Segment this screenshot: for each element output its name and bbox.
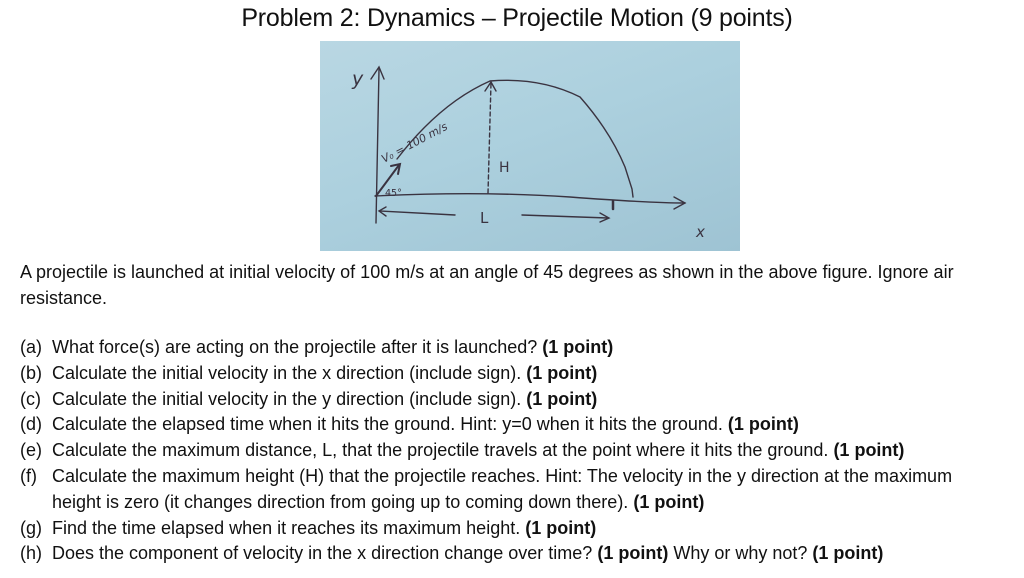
question-points: (1 point) bbox=[526, 388, 598, 409]
question-e bbox=[20, 438, 1024, 464]
problem-statement bbox=[20, 259, 1024, 311]
question-points: (1 point) bbox=[542, 337, 614, 357]
length-arrow-right bbox=[522, 215, 608, 218]
question-label: (d) bbox=[20, 414, 42, 435]
question-list bbox=[20, 335, 1024, 567]
question-text: Does the component of velocity in the x direction change over time? bbox=[52, 543, 593, 564]
height-dashed-line bbox=[488, 83, 491, 193]
question-text: Find the time elapsed when it reaches its maximum height. bbox=[52, 517, 521, 538]
y-axis-label: y bbox=[352, 68, 364, 90]
question-text: Calculate the maximum distance, L, that the projectile travels at the point where it hits the ground. bbox=[52, 440, 829, 461]
question-text-followup: Why or why not? bbox=[673, 543, 808, 564]
x-axis-line bbox=[375, 194, 685, 203]
question-text: Calculate the initial velocity in the y direction (include sign). bbox=[52, 388, 522, 409]
y-axis-arrowhead-icon bbox=[371, 67, 384, 79]
question-label: (a) bbox=[20, 337, 42, 357]
x-axis-label: x bbox=[696, 223, 705, 241]
question-points: (1 point) bbox=[727, 414, 799, 435]
angle-label: 45° bbox=[385, 188, 402, 199]
trajectory-sketch bbox=[320, 41, 740, 251]
question-h bbox=[20, 541, 1024, 567]
question-g bbox=[20, 516, 1024, 542]
question-d bbox=[20, 412, 1024, 438]
question-points: (1 point) bbox=[526, 362, 598, 383]
length-label: L bbox=[480, 209, 489, 227]
question-label: (c) bbox=[20, 388, 41, 409]
question-f bbox=[20, 464, 1024, 516]
height-label: H bbox=[499, 160, 510, 176]
question-text: Calculate the elapsed time when it hits the ground. Hint: y=0 when it hits the ground. bbox=[52, 414, 723, 435]
problem-statement-line-1: A projectile is launched at initial velocity of 100 m/s at an angle of 45 degrees as shown in the above figure. Ignore air bbox=[20, 262, 954, 282]
projectile-figure bbox=[320, 41, 740, 251]
question-points: (1 point) bbox=[597, 543, 669, 564]
question-text-continued: height is zero (it changes direction from going up to coming down there). bbox=[52, 491, 629, 512]
question-label: (g) bbox=[20, 517, 42, 538]
y-axis-line bbox=[376, 69, 379, 223]
question-a bbox=[20, 335, 1024, 361]
question-b bbox=[20, 361, 1024, 387]
question-text: Calculate the initial velocity in the x direction (include sign). bbox=[52, 362, 522, 383]
question-label: (e) bbox=[20, 440, 42, 461]
velocity-label: V₀ = 100 m/s bbox=[379, 119, 450, 166]
question-points: (1 point) bbox=[525, 517, 597, 538]
question-c bbox=[20, 387, 1024, 413]
length-arrow-left bbox=[380, 211, 455, 215]
question-label: (b) bbox=[20, 362, 42, 383]
question-text: What force(s) are acting on the projectile after it is launched? bbox=[52, 337, 538, 357]
question-points: (1 point) bbox=[833, 440, 905, 461]
problem-title: Problem 2: Dynamics – Projectile Motion (9 points) bbox=[241, 4, 793, 32]
question-text: Calculate the maximum height (H) that the projectile reaches. Hint: The velocity in the y direction at the maximum bbox=[52, 465, 953, 486]
problem-statement-line-2: resistance. bbox=[20, 288, 108, 308]
question-points-followup: (1 point) bbox=[812, 543, 884, 564]
question-label: (h) bbox=[20, 543, 42, 564]
question-points: (1 point) bbox=[633, 491, 705, 512]
question-label: (f) bbox=[20, 465, 37, 486]
